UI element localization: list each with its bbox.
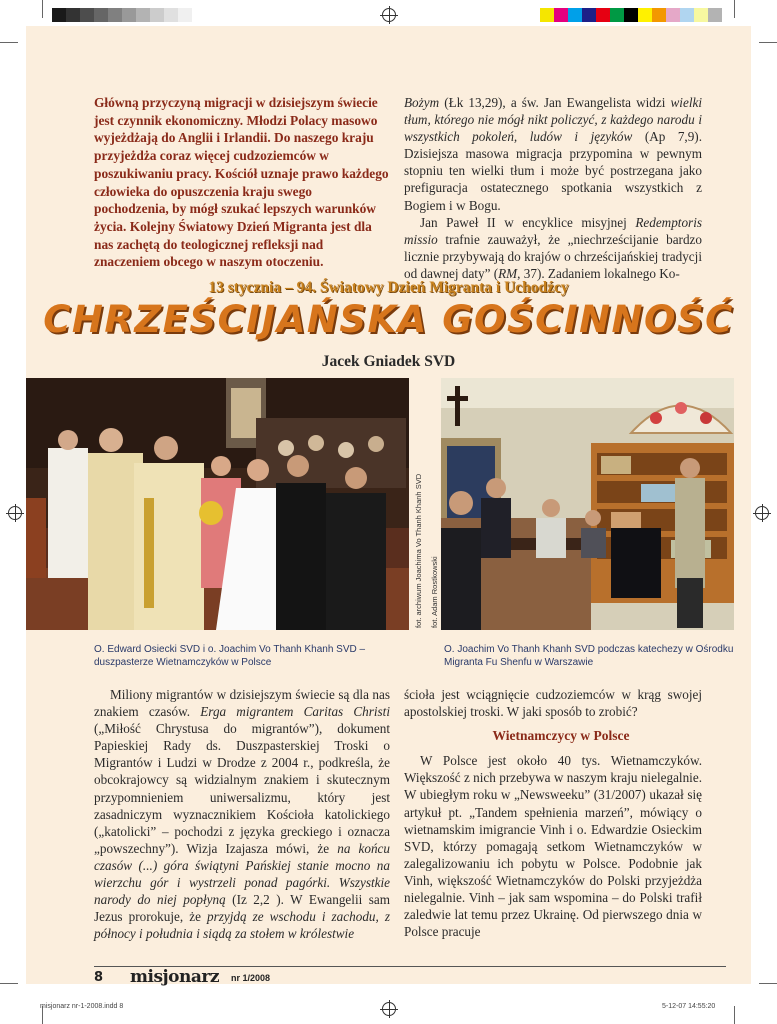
color-swatch [150,8,164,22]
color-swatch [540,8,554,22]
kicker-line: 13 stycznia – 94. Światowy Dzień Migranta i Uchodźcy [208,279,569,296]
color-swatch [178,8,192,22]
paragraph: ścioła jest wciągnięcie cudzoziemców w krąg swojej apostolskiej troski. W jaki sposób to zrobić? [404,687,702,720]
crop-mark [759,983,777,984]
color-swatch [554,8,568,22]
color-swatch [708,8,722,22]
color-swatch [122,8,136,22]
color-swatch [52,8,66,22]
caption-right: O. Joachim Vo Thanh Khanh SVD podczas katechezy w Ośrodku Migranta Fu Shenfu w Warszawie [444,644,734,668]
color-swatch [652,8,666,22]
process-color-bar [540,8,722,22]
paragraph: Bożym (Łk 13,29), a św. Jan Ewangelista widzi wielki tłum, którego nie mógł nikt policzyć, z każdego narodu i wszystkich pokoleń, ludów i języków (Ap 7,9). Dzisiejsza masowa migracja przypomina w pewnym stopniu ten wielki tłum i może być postrzegana jako prefiguracja ostatecznego spotkania wszystkich z Bogiem i w Bogu. [404,95,702,213]
registration-mark-top [382,8,396,22]
crop-mark [42,0,43,18]
magazine-page [26,26,751,987]
color-swatch [624,8,638,22]
lead-paragraph: Główną przyczyną migracji w dzisiejszym świecie jest czynnik ekonomiczny. Młodzi Polacy masowo wyjeżdżają do Anglii i Irlandii. Do naszego kraju przyjeżdża coraz więcej cudzoziemców w poszukiwaniu pracy. Kościół uznaje prawo każdego człowieka do opuszczenia kraju swego pochodzenia, by mógł szukać lepszych warunków życia. Kolejny Światowy Dzień Migranta jest dla nas zachętą do teologicznej refleksji nad znaczeniem obcego w naszym otoczeniu. [94,95,389,270]
timestamp-slug: 5-12-07 14:55:20 [662,1003,716,1010]
color-swatch [568,8,582,22]
bottom-right-column [404,686,702,940]
page-number: 8 [94,970,104,985]
crop-mark [734,0,735,18]
caption-left: O. Edward Osiecki SVD i o. Joachim Vo Thanh Khanh SVD – duszpasterze Wietnamczyków w Polsce [94,644,366,668]
registration-mark-bottom [382,1002,396,1016]
color-swatch [582,8,596,22]
color-swatch [94,8,108,22]
color-swatch [694,8,708,22]
issue-number: nr 1/2008 [231,973,271,983]
color-swatch [66,8,80,22]
paragraph: Jan Paweł II w encyklice misyjnej Redemptoris missio trafnie zauważył, że „niechrześcijanie bardzo licznie przybywają do krajów o chrześcijańskiej tradycji od dawnej daty” (RM, 37). Zadaniem lokalnego Ko- [404,214,702,281]
color-swatch [610,8,624,22]
color-swatch [596,8,610,22]
crop-mark [759,42,777,43]
file-slug: misjonarz nr-1-2008.indd 8 [40,1003,124,1010]
author-byline: Jacek Gniadek SVD [321,353,456,370]
registration-mark-right [755,506,769,520]
color-swatch [136,8,150,22]
magazine-name: misjonarz [130,967,219,987]
paragraph: W Polsce jest około 40 tys. Wietnamczyków. Większość z nich przebywa w naszym kraju nielegalnie. W ubiegłym roku w „Newsweeku” (31/2007) ukazał się artykuł pt. „Tandem spełnienia marzeń”, mówiący o wietnamskim imigrancie Vinh i o. Edwardzie Osieckim SVD, którzy pomagają setkom Wietnamczyków w zalegalizowaniu ich pobytu w Polsce. Podobnie jak Vinh, większość Wietnamczyków do Polski przyjeżdża nielegalnie. Vinh – jak sam wspomina – do Polski trafił zaledwie lat temu przez Ukrainę. Od pierwszego dnia w Polsce pracuje [404,753,702,940]
color-swatch [80,8,94,22]
color-swatch [108,8,122,22]
paragraph: Miliony migrantów w dzisiejszym świecie są dla nas znakiem czasów. Erga migrantem Caritas Christi („Miłość Chrystusa do migrantów”), dokument Papieskiej Rady ds. Duszpasterskiej Troski o Migrantów i Ludzi w Drodze z 2004 r., podkreśla, że obcokrajowcy są widzialnym znakiem i skutecznym przypomnieniem uniwersalizmu, który jest zasadniczym wyznacznikiem Kościoła katolickiego („katolicki” – pochodzi z języka greckiego i oznacza „powszechny”). Wizja Izajasza mówi, że na końcu czasów (...) góra świątyni Pańskiej stanie mocno na wierzchu gór i wystrzeli ponad pagórki. Wszystkie narody do niej popłyną (Iz 2,2 ). W Ewangelii sam Jezus prorokuje, że przyjdą ze wschodu i zachodu, z północy i południa i siądą za stołem w królestwie [94,687,390,942]
bottom-left-column [94,686,390,942]
crop-mark [734,1006,735,1024]
color-swatch [680,8,694,22]
wedding-photo [26,378,409,630]
crop-mark [0,42,18,43]
photo-credit: fot. archiwum Joachima Vo Thanh Khanh SVD [414,473,423,628]
registration-mark-left [8,506,22,520]
color-swatch [638,8,652,22]
photo-credit: fot. Adam Rostkowski [430,556,439,628]
top-right-column [404,94,702,282]
headline: CHRZEŚCIJAŃSKA GOŚCINNOŚĆ [43,298,734,341]
color-swatch [666,8,680,22]
catechesis-photo [441,378,734,630]
section-heading: Wietnamczycy w Polsce [492,728,630,744]
color-swatch [164,8,178,22]
gray-color-bar [52,8,192,22]
crop-mark [0,983,18,984]
